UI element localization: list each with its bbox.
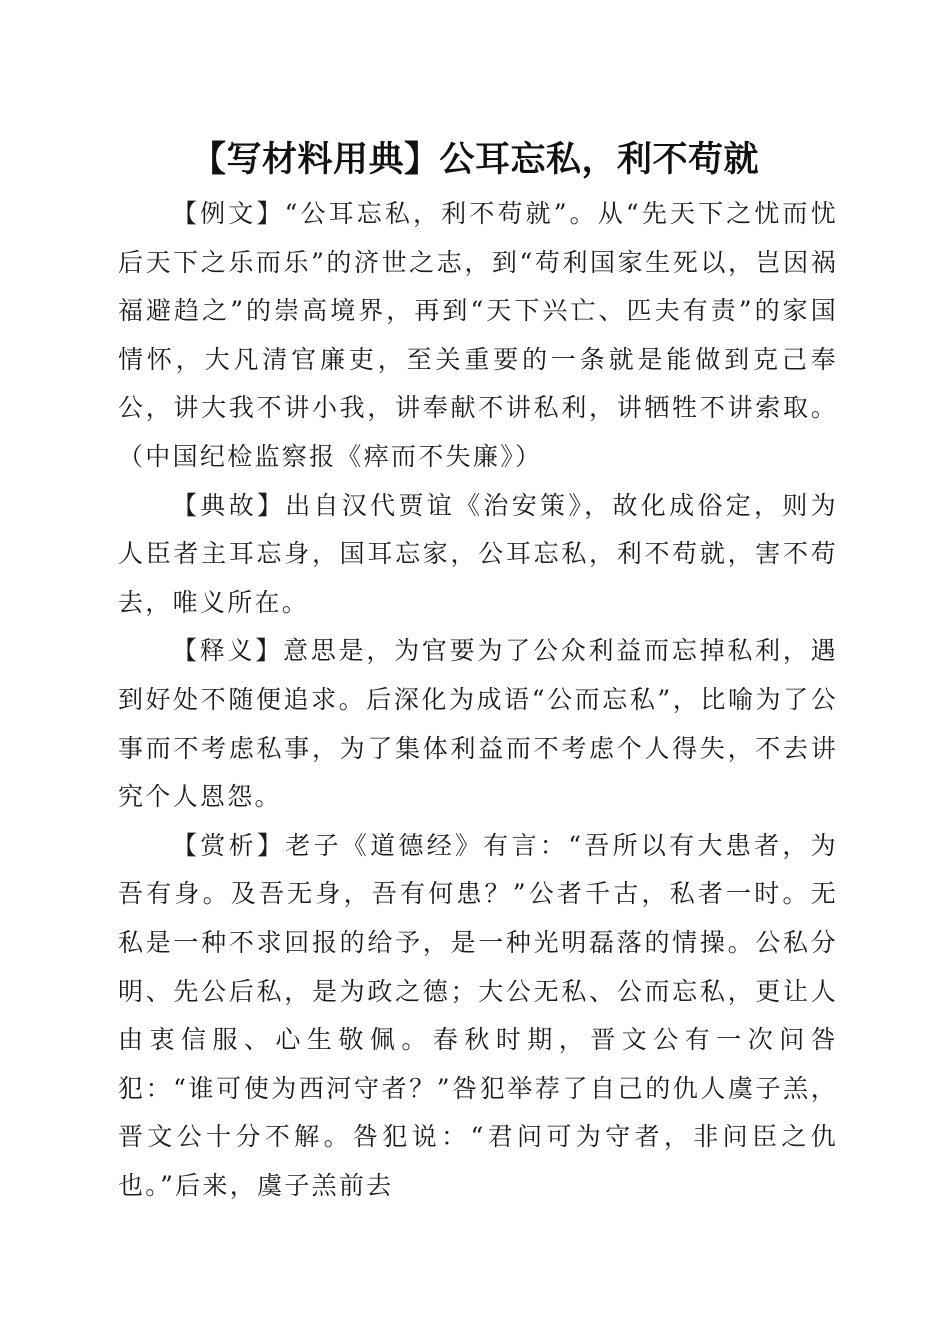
paragraph-tag: 【释义】 <box>172 636 284 666</box>
paragraph-example <box>118 190 838 482</box>
paragraph-text: 老子《道德经》有言：“吾所以有大患者，为吾有身。及吾无身，吾有何患？”公者千古，私者一时。无私是一种不求回报的给予，是一种光明磊落的情操。公私分明、先公后私，是为政之德；大公无私、公而忘私，更让人由衷信服、心生敬佩。春秋时期，晋文公有一次问咎犯：“谁可使为西河守者？”咎犯举荐了自己的仇人虞子羔，晋文公十分不解。咎犯说：“君问可为守者，非问臣之仇也。”后来，虞子羔前去 <box>118 830 838 1200</box>
document-body <box>118 190 838 1210</box>
paragraph-allusion <box>118 482 838 628</box>
paragraph-text: “公耳忘私，利不苟就”。从“先天下之忧而忧后天下之乐而乐”的济世之志，到“苟利国家生死以，岂因祸福避趋之”的崇高境界，再到“天下兴亡、匹夫有责”的家国情怀，大凡清官廉吏，至关重要的一条就是能做到克己奉公，讲大我不讲小我，讲奉献不讲私利，讲牺牲不讲索取。（中国纪检监察报《瘁而不失廉》） <box>118 199 838 471</box>
paragraph-meaning <box>118 627 838 821</box>
paragraph-appreciation <box>118 822 838 1211</box>
document-title: 【写材料用典】公耳忘私，利不苟就 <box>190 139 759 180</box>
paragraph-tag: 【赏析】 <box>172 830 286 860</box>
paragraph-tag: 【例文】 <box>172 199 285 228</box>
paragraph-text: 意思是，为官要为了公众利益而忘掉私利，遇到好处不随便追求。后深化为成语“公而忘私”，比喻为了公事而不考虑私事，为了集体利益而不考虑个人得失，不去讲究个人恩怨。 <box>118 636 838 812</box>
paragraph-text: 出自汉代贾谊《治安策》，故化成俗定，则为人臣者主耳忘身，国耳忘家，公耳忘私，利不苟就，害不苟去，唯义所在。 <box>118 490 838 617</box>
paragraph-tag: 【典故】 <box>172 490 286 520</box>
